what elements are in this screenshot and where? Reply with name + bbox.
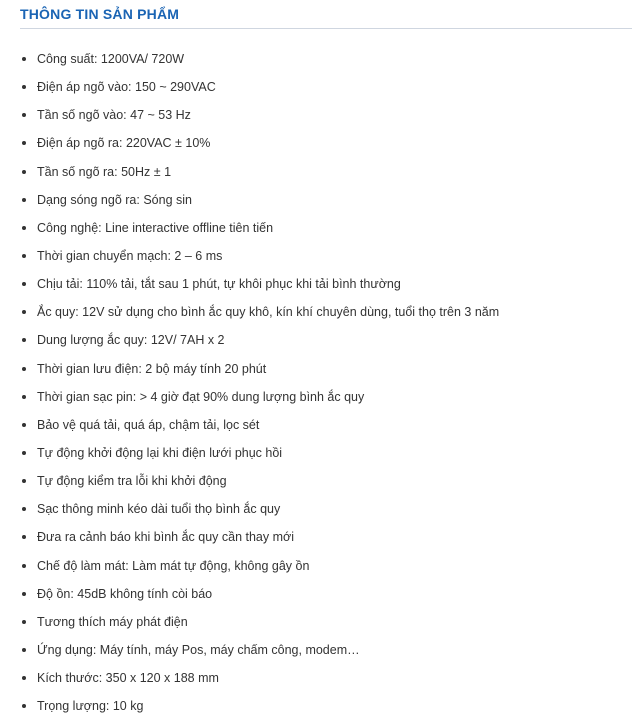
spec-item-text: Công suất: 1200VA/ 720W: [37, 52, 185, 67]
bullet-icon: [22, 451, 26, 455]
bullet-icon: [22, 620, 26, 624]
spec-item: [22, 495, 499, 523]
bullet-icon: [22, 535, 26, 539]
spec-item: [22, 326, 499, 354]
spec-item: [22, 467, 499, 495]
bullet-icon: [22, 338, 26, 342]
spec-list: [22, 45, 499, 719]
spec-item-text: Công nghệ: Line interactive offline tiên tiến: [37, 220, 274, 235]
bullet-icon: [22, 367, 26, 371]
bullet-icon: [22, 57, 26, 61]
spec-item-text: Độ ồn: 45dB không tính còi báo: [37, 586, 213, 601]
spec-item-text: Điện áp ngõ ra: 220VAC ± 10%: [37, 136, 211, 151]
spec-item-text: Đưa ra cảnh báo khi bình ắc quy cần thay mới: [37, 530, 294, 545]
spec-item: [22, 608, 499, 636]
spec-item: [22, 664, 499, 692]
spec-item-text: Chế độ làm mát: Làm mát tự động, không gây ồn: [37, 558, 310, 573]
spec-item-text: Tự động khởi động lại khi điện lưới phục hồi: [37, 446, 283, 461]
bullet-icon: [22, 310, 26, 314]
spec-item: [22, 580, 499, 608]
spec-item: [22, 439, 499, 467]
spec-item-text: Thời gian chuyển mạch: 2 – 6 ms: [37, 249, 223, 264]
spec-item: [22, 73, 499, 101]
bullet-icon: [22, 704, 26, 708]
spec-item: [22, 214, 499, 242]
section-title: THÔNG TIN SẢN PHẨM: [20, 6, 180, 22]
spec-item: [22, 129, 499, 157]
section-header: [20, 0, 632, 29]
spec-item: [22, 270, 499, 298]
spec-item-text: Điện áp ngõ vào: 150 ~ 290VAC: [37, 80, 216, 95]
bullet-icon: [22, 113, 26, 117]
spec-item-text: Thời gian lưu điện: 2 bộ máy tính 20 phút: [37, 361, 267, 376]
bullet-icon: [22, 85, 26, 89]
bullet-icon: [22, 226, 26, 230]
spec-item-text: Trọng lượng: 10 kg: [37, 699, 144, 714]
bullet-icon: [22, 564, 26, 568]
spec-item: [22, 383, 499, 411]
spec-item-text: Dung lượng ắc quy: 12V/ 7AH x 2: [37, 333, 225, 348]
spec-item-text: Ứng dụng: Máy tính, máy Pos, máy chấm công, modem…: [37, 643, 360, 658]
spec-item-text: Thời gian sạc pin: > 4 giờ đạt 90% dung lượng bình ắc quy: [37, 389, 365, 404]
bullet-icon: [22, 507, 26, 511]
spec-item: [22, 411, 499, 439]
spec-item: [22, 101, 499, 129]
bullet-icon: [22, 592, 26, 596]
bullet-icon: [22, 423, 26, 427]
spec-item: [22, 298, 499, 326]
bullet-icon: [22, 141, 26, 145]
spec-item-text: Ắc quy: 12V sử dụng cho bình ắc quy khô, kín khí chuyên dùng, tuổi thọ trên 3 năm: [37, 305, 500, 320]
spec-item: [22, 158, 499, 186]
spec-item: [22, 242, 499, 270]
spec-item-text: Tần số ngõ ra: 50Hz ± 1: [37, 164, 172, 179]
spec-item: [22, 552, 499, 580]
spec-item-text: Dạng sóng ngõ ra: Sóng sin: [37, 192, 192, 207]
spec-item-text: Tự động kiểm tra lỗi khi khởi động: [37, 474, 227, 489]
spec-item: [22, 692, 499, 719]
spec-item: [22, 355, 499, 383]
spec-item-text: Tần số ngõ vào: 47 ~ 53 Hz: [37, 108, 191, 123]
spec-item-text: Sạc thông minh kéo dài tuổi thọ bình ắc quy: [37, 502, 281, 517]
bullet-icon: [22, 479, 26, 483]
bullet-icon: [22, 282, 26, 286]
spec-item-text: Tương thích máy phát điện: [37, 614, 188, 629]
bullet-icon: [22, 254, 26, 258]
bullet-icon: [22, 395, 26, 399]
bullet-icon: [22, 676, 26, 680]
spec-item-text: Bảo vệ quá tải, quá áp, chậm tải, lọc sét: [37, 417, 260, 432]
bullet-icon: [22, 648, 26, 652]
spec-item: [22, 523, 499, 551]
spec-item: [22, 45, 499, 73]
spec-item: [22, 186, 499, 214]
spec-item: [22, 636, 499, 664]
spec-item-text: Chịu tải: 110% tải, tắt sau 1 phút, tự khôi phục khi tải bình thường: [37, 277, 401, 292]
spec-item-text: Kích thước: 350 x 120 x 188 mm: [37, 671, 219, 686]
bullet-icon: [22, 170, 26, 174]
bullet-icon: [22, 198, 26, 202]
